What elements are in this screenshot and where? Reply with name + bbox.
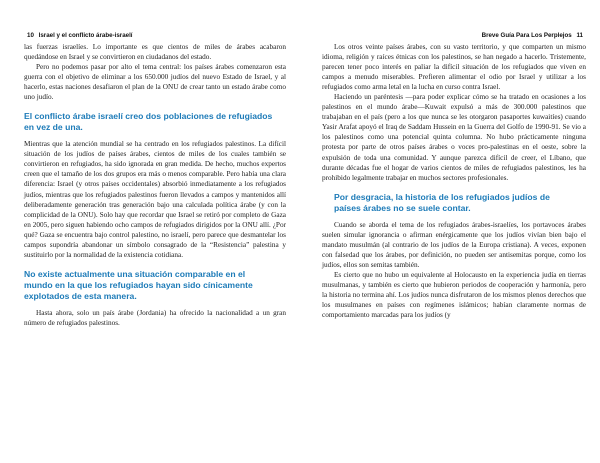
left-paragraph-1: las fuerzas israelíes. Lo importante es que cientos de miles de árabes acabaron quedándose en Israel y se convirtieron en ciudadanos del estado. (24, 43, 286, 62)
left-running-head (24, 0, 286, 42)
right-paragraph-3: Cuando se aborda el tema de los refugiados árabes-israelíes, los portavoces árabes suelen simular ignorancia o afirman enérgicamente que los judíos vivían bien bajo el mandato musulmán (al contrario de los judíos de la Europa cristiana). A veces, exponen con falsedad que los árabes, por definición, no pueden ser antisemitas porque, como los judíos, ellos son semitas también. (322, 220, 586, 269)
left-running-title: Israel y el conflicto árabe-israelí (38, 32, 133, 39)
right-paragraph-4: Es cierto que no hubo un equivalente al Holocausto en la experiencia judía en tierras musulmanas, y también es cierto que hubieron periodos de cooperación y harmonía, pero la historia no termina ahí. Los judíos nunca disfrutaron de los mismos plenos derechos que los musulmanes en países con regímenes islámicos; habían claramente normas de comportamiento marcadas para los judíos (y (322, 270, 586, 320)
left-callout-2: No existe actualmente una situación comparable en el mundo en la que los refugiados hayan sido cínicamente explotados de esta manera. (24, 268, 253, 301)
left-callout-1: El conflicto árabe israelí creo dos poblaciones de refugiados en vez de una. (24, 111, 273, 133)
left-paragraph-4: Hasta ahora, solo un país árabe (Jordania) ha ofrecido la nacionalidad a un gran número de refugiados palestinos. (24, 308, 286, 327)
left-page-number: 10 (27, 32, 34, 39)
right-running-title: Breve Guía Para Los Perplejos (481, 32, 572, 39)
left-paragraph-3: Mientras que la atención mundial se ha centrado en los refugiados palestinos. La difícil situación de los judíos de países árabes, cientos de miles de los cuales también se convirtieron en refugiados, ha sido ignorada en gran medida. De hecho, muchos expertos creen que el tamaño de los dos grupos era más o menos comparable. Pero había una clara diferencia: Israel (y otros países occidentales) absorbió inmediatamente a los refugiados judíos, mientras que los refugiados palestinos fueron llevados a campos y mantenidos allí deliberadamente generación tras generación bajo una calculada política árabe (y con la complicidad de la ONU). Solo hay que recordar que Israel se retiró por completo de Gaza en 2005, pero siguen habiendo ocho campos de refugiados dirigidos por la ONU allí. ¿Por qué? Gaza se encuentra bajo control palestino, no israelí, pero parece que desmantelar los campos supondría abandonar un símbolo consagrado de la “Resistencia” palestina y sustituirlo por la normalidad de la existencia cotidiana. (24, 140, 286, 259)
right-page (322, 0, 586, 463)
left-page (24, 0, 286, 463)
right-running-head (322, 0, 586, 42)
right-paragraph-2: Haciendo un paréntesis —para poder explicar cómo se ha tratado en ocasiones a los palestinos en el mundo árabe—Kuwait expulsó a más de 300.000 palestinos que trabajaban en el país (pero a los que nunca se les otorgaron pasaportes kuwaitíes) cuando Yasir Arafat apoyó el Iraq de Saddam Hussein en la Guerra del Golfo de 1990-91. Se vio a los palestinos como una potencial quinta columna. No hubo prácticamente ninguna protesta por parte de otros países árabes o voces pro-palestinas en el oeste, sobre la expulsión de toda una comunidad. Y aunque parezca difícil de creer, el Líbano, que durante décadas fue el hogar de varios cientos de miles de refugiados palestinos, les ha prohibido legalmente trabajar en muchos sectores profesionales. (322, 93, 586, 182)
right-paragraph-1: Los otros veinte países árabes, con su vasto territorio, y que comparten un mismo idioma, religión y raíces étnicas con los palestinos, se han negado a hacerlo. Tristemente, parecen tener poco interés en paliar la difícil situación de los refugiados que viven en campos a menudo miserables. Prefieren alimentar el odio por Israel y utilizar a los refugiados como arma letal en la lucha en curso contra Israel. (322, 43, 586, 92)
left-paragraph-2: Pero no podemos pasar por alto el tema central: los países árabes comenzaron esta guerra con el objetivo de eliminar a los 650.000 judíos del nuevo Estado de Israel, y al hacerlo, estas naciones desafiaron el plan de la ONU de crear tanto un estado árabe como uno judío. (24, 63, 286, 102)
right-callout-1: Por desgracia, la historia de los refugiados judíos de países árabes no se suele contar. (334, 191, 550, 213)
right-page-number: 11 (576, 32, 583, 39)
